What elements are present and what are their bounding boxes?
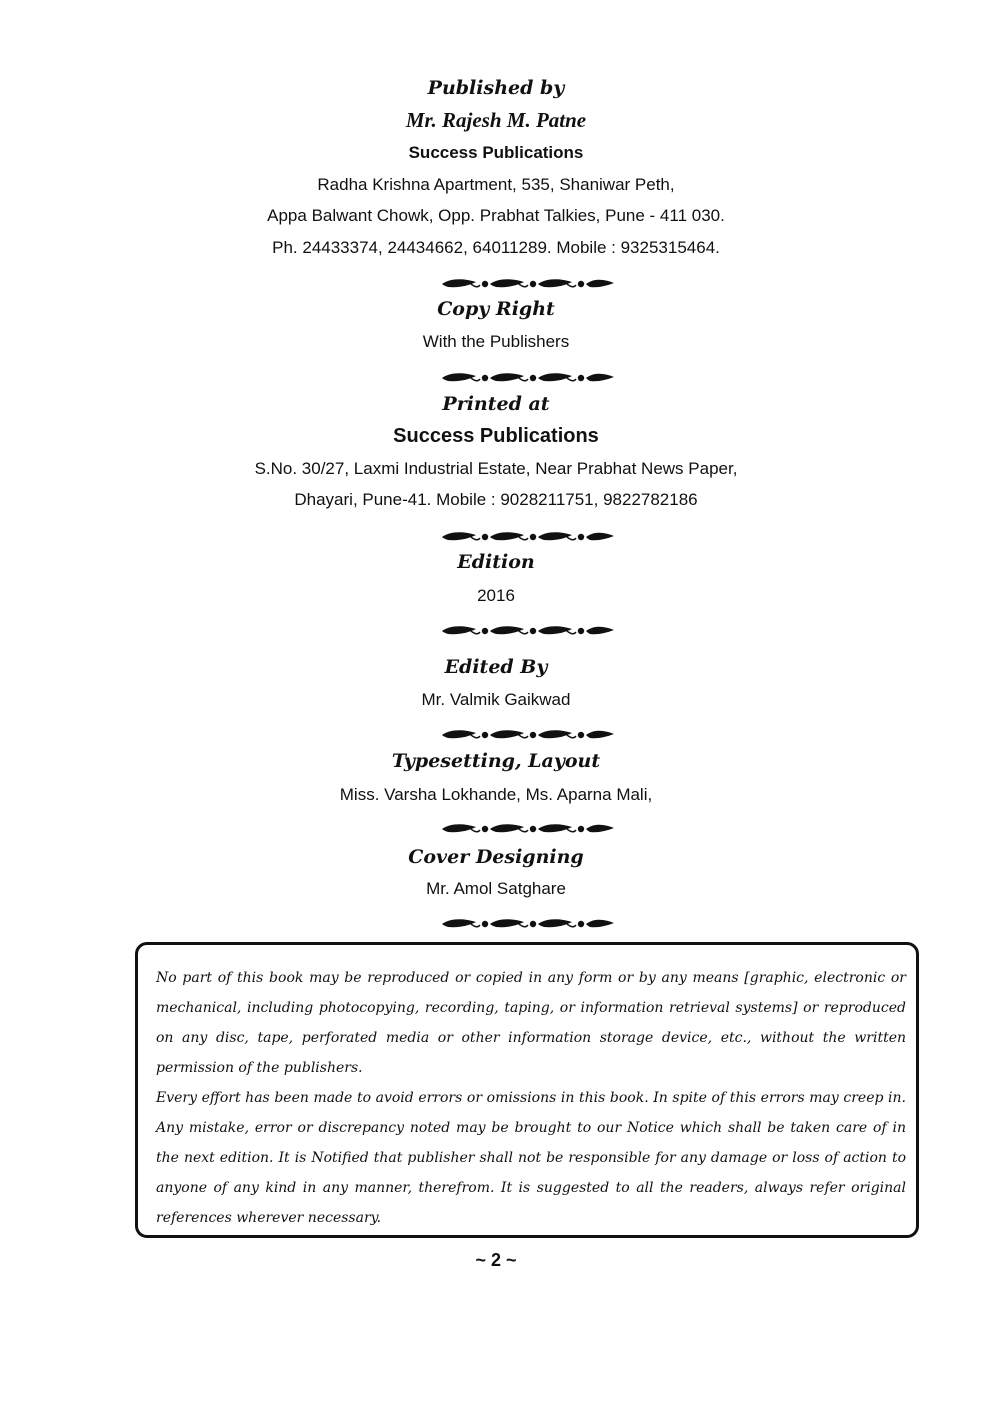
notice-paragraph-errors: Every effort has been made to avoid errors or omissions in this book. In spite of this errors may creep in. Any mistake, error or discrepancy noted may be brought to our Notice which shall be taken care of in the next edition. It is Notified that publisher shall not be responsible for any damage or loss of action to anyone of any kind in any manner, therefrom. It is suggested to all the readers, always refer original references wherever necessary. — [156, 1090, 906, 1226]
copyright-heading: Copy Right — [437, 298, 555, 320]
typesetting-names: Miss. Varsha Lokhande, Ms. Aparna Mali, — [339, 785, 653, 804]
printed-heading: Printed at — [442, 393, 550, 415]
vine-divider-icon — [440, 728, 616, 742]
publisher-phone: Ph. 24433374, 24434662, 64011289. Mobile : 9325315464. — [272, 238, 720, 257]
printer-company: Success Publications — [393, 425, 599, 447]
cover-heading: Cover Designing — [408, 846, 584, 868]
copyright-text: With the Publishers — [422, 332, 570, 351]
typesetting-heading: Typesetting, Layout — [391, 750, 601, 772]
vine-divider-icon — [440, 624, 616, 638]
editor-name: Mr. Valmik Gaikwad — [421, 690, 571, 709]
publisher-address-line1: Radha Krishna Apartment, 535, Shaniwar Peth, — [317, 175, 675, 194]
vine-divider-icon — [440, 277, 616, 291]
vine-divider-icon — [440, 371, 616, 385]
edition-heading: Edition — [457, 551, 535, 573]
publisher-address-line2: Appa Balwant Chowk, Opp. Prabhat Talkies, Pune - 411 030. — [267, 206, 725, 225]
vine-divider-icon — [440, 917, 616, 931]
edition-year: 2016 — [477, 586, 515, 605]
copyright-notice-box — [135, 942, 919, 1238]
printer-address-line1: S.No. 30/27, Laxmi Industrial Estate, Near Prabhat News Paper, — [254, 459, 738, 478]
vine-divider-icon — [440, 530, 616, 544]
cover-designer-name: Mr. Amol Satghare — [426, 879, 566, 898]
publisher-name: Mr. Rajesh M. Patne — [405, 108, 587, 132]
vine-divider-icon — [440, 822, 616, 836]
publisher-company: Success Publications — [408, 143, 584, 162]
page-number: ~ 2 ~ — [475, 1250, 517, 1270]
edited-heading: Edited By — [444, 656, 548, 678]
printer-address-line2: Dhayari, Pune-41. Mobile : 9028211751, 9822782186 — [294, 490, 698, 509]
published-heading: Published by — [427, 77, 565, 99]
notice-paragraph-reproduction: No part of this book may be reproduced or copied in any form or by any means [graphic, electronic or mechanical, including photocopying, recording, taping, or information retrieval systems] or reproduced on any disc, tape, perforated media or other information storage device, etc., without the written permission of the publishers. — [156, 970, 906, 1076]
